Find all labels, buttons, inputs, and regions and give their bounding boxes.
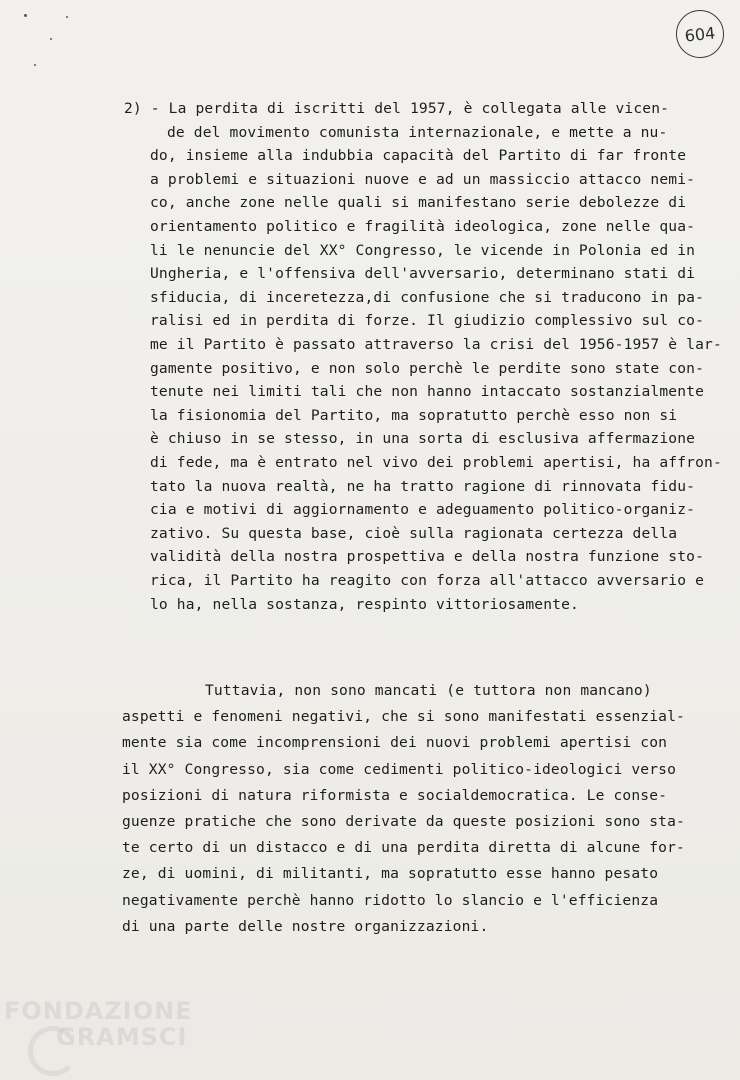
text-line: aspetti e fenomeni negativi, che si sono manifestati essenzial-: [122, 708, 685, 726]
text-line: orientamento politico e fragilità ideologica, zone nelle qua-: [150, 218, 696, 235]
text-line: gamente positivo, e non solo perchè le perdite sono state con-: [150, 359, 705, 377]
speck-mark: [50, 38, 52, 40]
text-line: è chiuso in se stesso, in una sorta di esclusiva affermazione: [150, 430, 696, 448]
text-line: di una parte delle nostre organizzazioni.: [122, 917, 489, 935]
text-line: ze, di uomini, di militanti, ma sopratutto esse hanno pesato: [122, 865, 659, 883]
text-line: cia e motivi di aggiornamento e adeguamento politico-organiz-: [150, 501, 696, 519]
text-line: zativo. Su questa base, cioè sulla ragionata certezza della: [150, 524, 678, 542]
speck-mark: [24, 14, 27, 17]
speck-mark: [66, 16, 68, 18]
text-line: tato la nuova realtà, ne ha tratto ragione di rinnovata fidu-: [150, 477, 696, 495]
speck-mark: [34, 64, 36, 66]
text-line: posizioni di natura riformista e socialdemocratica. Le conse-: [122, 786, 668, 804]
text-line: co, anche zone nelle quali si manifestano serie debolezze di: [150, 194, 687, 212]
text-line: di fede, ma è entrato nel vivo dei problemi apertisi, ha affron-: [150, 454, 722, 471]
text-line: a problemi e situazioni nuove e ad un massiccio attacco nemi-: [150, 170, 696, 188]
text-line: mente sia come incomprensioni dei nuovi problemi apertisi con: [122, 734, 668, 752]
text-line: negativamente perchè hanno ridotto lo slancio e l'efficienza: [122, 891, 659, 909]
text-line: guenze pratiche che sono derivate da queste posizioni sono sta-: [122, 813, 685, 830]
text-line: Tuttavia, non sono mancati (e tuttora non mancano): [205, 682, 652, 699]
text-line: 2) - La perdita di iscritti del 1957, è collegata alle vicen-: [124, 100, 670, 117]
watermark-logo-icon: [28, 1026, 78, 1076]
text-line: me il Partito è passato attraverso la crisi del 1956-1957 è lar-: [150, 336, 722, 353]
text-line: Ungheria, e l'offensiva dell'avversario, determinano stati di: [150, 265, 696, 283]
text-line: validità della nostra prospettiva e della nostra funzione sto-: [150, 548, 705, 566]
text-line: te certo di un distacco e di una perdita diretta di alcune for-: [122, 839, 685, 857]
text-line: do, insieme alla indubbia capacità del Partito di far fronte: [150, 147, 687, 165]
text-line: sfiducia, di inceretezza,di confusione che si traducono in pa-: [150, 288, 705, 306]
text-line: li le nenuncie del XX° Congresso, le vicende in Polonia ed in: [150, 241, 696, 259]
page-number-stamp: 604: [674, 8, 727, 61]
watermark-line-2: GRAMSCI: [56, 1023, 188, 1051]
text-line: rica, il Partito ha reagito con forza all'attacco avversario e: [150, 572, 705, 589]
text-line: tenute nei limiti tali che non hanno intaccato sostanzialmente: [150, 383, 705, 401]
text-line: il XX° Congresso, sia come cedimenti politico-ideologici verso: [122, 760, 677, 778]
text-line: lo ha, nella sostanza, respinto vittoriosamente.: [150, 595, 579, 613]
watermark-line-1: FONDAZIONE: [4, 997, 193, 1025]
text-line: ralisi ed in perdita di forze. Il giudizio complessivo sul co-: [150, 312, 705, 330]
text-line: de del movimento comunista internazionale, e mette a nu-: [167, 123, 668, 141]
text-line: la fisionomia del Partito, ma sopratutto perchè esso non si: [150, 406, 678, 424]
